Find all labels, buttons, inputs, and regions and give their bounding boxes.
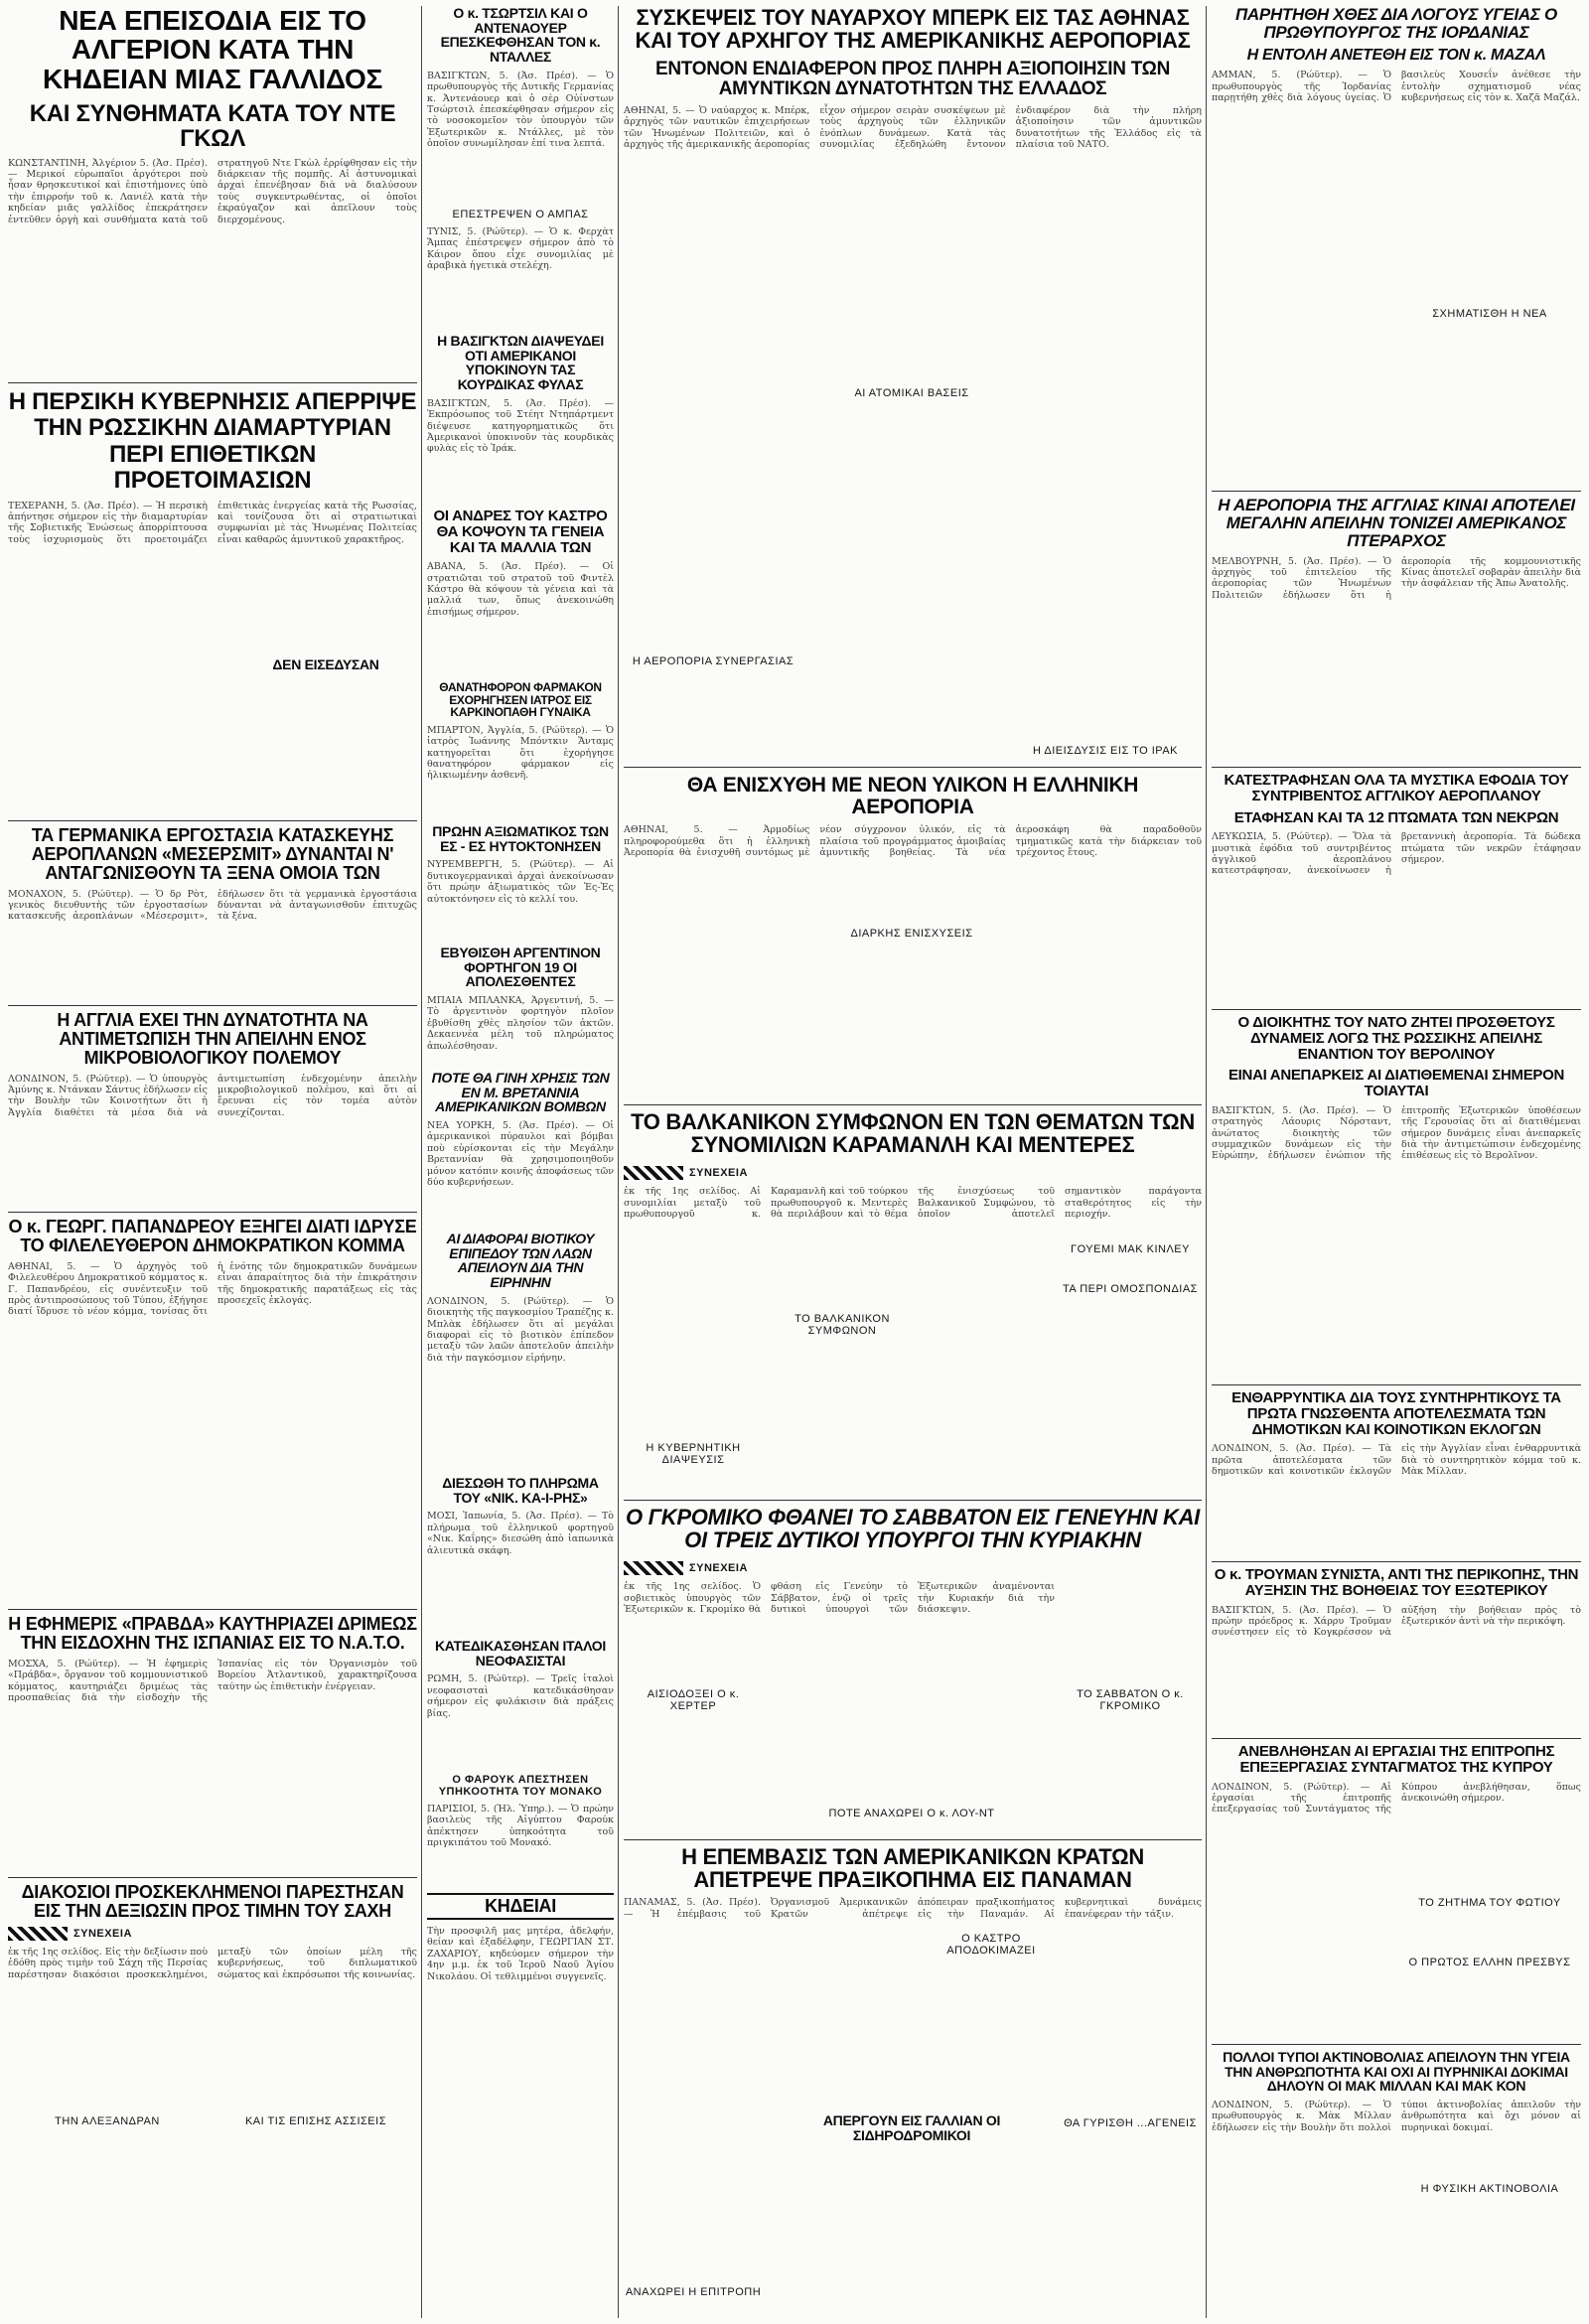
section-title-radio: Η ΦΥΣΙΚΗ ΑΚΤΙΝΟΒΟΛΙΑ	[1420, 2183, 1559, 2195]
continued-label-sachs: ΣΥΝΕΧΕΙΑ	[8, 1927, 417, 1941]
article-body-balkan: ἐκ τῆς 1ης σελίδος. Αἱ συνομιλίαι μεταξὺ τοῦ πρωθυπουργοῦ κ. Καραμανλῆ καὶ τοῦ τούρκου πρωθυπουργοῦ κ. Μεντερὲς θὰ περιλάβουν καὶ τὸ θέμα τῆς ἐνισχύσεως τοῦ Βαλκανικοῦ Συμφώνου, τὸ ὁποῖον ἀποτελεῖ σημαντικὸν παράγοντα σταθερότητος εἰς τὴν περιοχήν.	[624, 1186, 1202, 1220]
article-body-algeria: ΚΩΝΣΤΑΝΤΙΝΗ, Ἀλγέριον 5. (Ἀσ. Πρέσ). — Μερικοί εὐρωπαῖοι ἀργότεροι ποὺ ἦσαν θρησκευτικοί καὶ ἐπιστήμονες ὑπὸ τὴν ἐπιρροήν τοῦ κ. Λανιέλ κατὰ τὴν κηδείαν μιᾶς γαλλίδος ἐπεκράτησεν ἐντεῦθεν ὀργὴ καὶ συνθήματα κατὰ τοῦ στρατηγοῦ Ντε Γκὼλ ἐρρίφθησαν εἰς τὴν διάρκειαν τῆς πομπῆς. Αἱ ἀστυνομικαὶ ἀρχαὶ ἐπενέβησαν διὰ νὰ διαλύσουν τοὺς συγκεντρωθέντας, οἱ ὁποῖοι ἐκραύγαζον καὶ ἀπεῖλουν τοὺς διερχομένους.	[8, 157, 417, 225]
article-body-tsorts: ΒΑΣΙΓΚΤΩΝ, 5. (Ἀσ. Πρέσ). — Ὁ πρωθυπουργὸς τῆς Δυτικῆς Γερμανίας κ. Ἀντενάουερ καὶ ὁ σὲρ Οὐίνστων Τσώρτσιλ ἐπεσκέφθησαν σήμερον εἰς τὸ νοσοκομεῖον τὸν ὑπουργὸν τῶν Ἐξωτερικῶν κ. Ντάλλες, μὲ τὸν ὁποῖον συνωμίλησαν ἐπί τινα λεπτά.	[427, 70, 614, 150]
column-rule	[618, 6, 619, 2318]
subheadline-nato: ΕΙΝΑΙ ΑΝΕΠΑΡΚΕΙΣ ΑΙ ΔΙΑΤΙΘΕΜΕΝΑΙ ΣΗΜΕΡΟΝ ΤΟΙΑΥΤΑΙ	[1228, 1067, 1565, 1099]
continued-marker-icon	[8, 1927, 68, 1941]
headline-microbio: Η ΑΓΓΛΙΑ ΕΧΕΙ ΤΗΝ ΔΥΝΑΤΟΤΗΤΑ ΝΑ ΑΝΤΙΜΕΤΩΠΙΣΗ ΤΗΝ ΑΠΕΙΛΗΝ ΕΝΟΣ ΜΙΚΡΟΒΙΟΛΟΓΙΚΟΥ ΠΟΛΕΜΟΥ	[57, 1010, 368, 1068]
article-body-crash: ΛΕΥΚΩΣΙΑ, 5. (Ρώϋτερ). — Ὅλα τὰ μυστικὰ ἐφόδια τοῦ συντριβέντος ἀγγλικοῦ ἀεροπλάνου κατεστράφησαν, ἀνεκοίνωσεν ἡ βρεταννικὴ ἀεροπορία. Τὰ δώδεκα πτώματα τῶν νεκρῶν ἐτάφησαν σήμερον.	[1212, 831, 1581, 877]
article-pravda	[8, 1615, 417, 1875]
article-jordan	[1212, 6, 1581, 489]
section-title-gromyko-3: ΠΟΤΕ ΑΝΑΧΩΡΕΙ Ο κ. ΛΟΥ-ΝΤ	[828, 1808, 995, 1819]
headline-nickalis: ΔΙΕΣΩΘΗ ΤΟ ΠΛΗΡΩΜΑ ΤΟΥ «ΝΙΚ. ΚΑ-Ι-ΡΗΣ»	[442, 1475, 599, 1506]
article-body-navarch: ΑΘΗΝΑΙ, 5. — Ὁ ναύαρχος κ. Μπέρκ, ἀρχηγὸς τῶν ναυτικῶν ἐπιχειρήσεων τῶν Ἡνωμένων Πολιτειῶν, καὶ ὁ ἀρχηγὸς τῆς ἀμερικανικῆς ἀεροπορίας εἶχον σήμερον σειρὰν συσκέψεων μὲ τοὺς ἀρχηγοὺς τῶν ἑλληνικῶν ἐνόπλων δυνάμεων. Κατὰ τὰς συνομιλίας ἐξεδηλώθη ἔντονον ἐνδιαφέρον διὰ τὴν πλήρη ἀξιοποίησιν τῶν ἀμυντικῶν δυνατοτήτων τῆς Ἑλλάδος εἰς τὰ πλαίσια τοῦ ΝΑΤΟ.	[624, 105, 1202, 151]
article-body-jordan: ΑΜΜΑΝ, 5. (Ρώϋτερ). — Ὁ πρωθυπουργὸς τῆς Ἰορδανίας παρῃτήθη χθὲς διὰ λόγους ὑγείας. Ὁ βασιλεὺς Χουσεΐν ἀνέθεσε τὴν ἐντολὴν σχηματισμοῦ νέας κυβερνήσεως εἰς τὸν κ. Χαζᾶ Μαζάλ.	[1212, 70, 1581, 104]
headline-crash: ΚΑΤΕΣΤΡΑΦΗΣΑΝ ΟΛΑ ΤΑ ΜΥΣΤΙΚΑ ΕΦΟΔΙΑ ΤΟΥ ΣΥΝΤΡΙΒΕΝΤΟΣ ΑΓΓΛΙΚΟΥ ΑΕΡΟΠΛΑΝΟΥ	[1224, 772, 1569, 804]
article-body-sachs: ἐκ τῆς 1ης σελίδος. Εἰς τὴν δεξίωσιν ποὺ ἐδόθη πρὸς τιμὴν τοῦ Σάχη τῆς Περσίας παρέστησαν διακόσιοι προσκεκλημένοι, μεταξὺ τῶν ὁποίων μέλη τῆς κυβερνήσεως, τοῦ διπλωματικοῦ σώματος καὶ ἐκπρόσωποι τῆς κοινωνίας.	[8, 1946, 417, 1980]
article-persia	[8, 389, 417, 816]
article-elections	[1212, 1390, 1581, 1559]
divider	[624, 1104, 1202, 1105]
subheadline-navarch: ΕΝΤΟΝΟΝ ΕΝΔΙΑΦΕΡΟΝ ΠΡΟΣ ΠΛΗΡΗ ΑΞΙΟΠΟΙΗΣΙΝ ΤΩΝ ΑΜΥΝΤΙΚΩΝ ΔΥΝΑΤΟΤΗΤΩΝ ΤΗΣ ΕΛΛΑΔΟΣ	[654, 59, 1171, 100]
headline-balkan: ΤΟ ΒΑΛΚΑΝΙΚΟΝ ΣΥΜΦΩΝΟΝ ΕΝ ΤΩΝ ΘΕΜΑΤΩΝ ΤΩΝ ΣΥΝΟΜΙΛΙΩΝ ΚΑΡΑΜΑΝΛΗ ΚΑΙ ΜΕΝΤΕΡΕΣ	[631, 1109, 1195, 1158]
headline-bombs: ΠΟΤΕ ΘΑ ΓΙΝΗ ΧΡΗΣΙΣ ΤΩΝ ΕΝ Μ. ΒΡΕΤΑΝΝΙΑ ΑΜΕΡΙΚΑΝΙΚΩΝ ΒΟΜΒΩΝ	[431, 1070, 610, 1115]
article-body-nato: ΒΑΣΙΓΚΤΩΝ, 5. (Ἀσ. Πρέσ). — Ὁ στρατηγὸς Λάουρις Νόρσταντ, ἀνώτατος διοικητὴς τῶν συμμαχικῶν δυνάμεων εἰς τὴν Εὐρώπην, ἐδήλωσεν ἐνώπιον τῆς ἐπιτροπῆς Ἐξωτερικῶν ὑποθέσεων τῆς Γερουσίας ὅτι αἱ διατιθέμεναι σήμερον δυνάμεις εἶναι ἀνεπαρκεῖς διὰ τὴν ἀντιμετώπισιν ἐνδεχομένης ἐπιθέσεως εἰς τὸ Βερολῖνον.	[1212, 1104, 1581, 1162]
article-body-abdan: ΤΥΝΙΣ, 5. (Ρώϋτερ). — Ὁ κ. Φερχὰτ Ἄμπας ἐπέστρεψεν σήμερον ἀπὸ τὸ Κάιρον ὅπου εἶχε συνομιλίας μὲ ἀραβικὰ ἡγετικὰ στελέχη.	[427, 226, 614, 272]
headline-radio: ΠΟΛΛΟΙ ΤΥΠΟΙ ΑΚΤΙΝΟΒΟΛΙΑΣ ΑΠΕΙΛΟΥΝ ΤΗΝ ΥΓΕΙΑ ΤΗΝ ΑΝΘΡΩΠΟΤΗΤΑ ΚΑΙ ΟΧΙ ΑΙ ΠΥΡΗΝΙΚΑΙ ΔΟΚΙΜΑΙ ΔΗΛΟΥΝ ΟΙ ΜΑΚ ΜΙΛΛΑΝ ΚΑΙ ΜΑΚ ΚΟΝ	[1223, 2049, 1570, 2095]
headline-ss: ΠΡΩΗΝ ΑΞΙΩΜΑΤΙΚΟΣ ΤΩΝ ΕΣ - ΕΣ ΗΥΤΟΚΤΟΝΗΣΕΝ	[432, 823, 609, 854]
section-title-sachs-2: ΚΑΙ ΤΙΣ ΕΠΙΣΗΣ ΑΣΣΙΣΕΙΣ	[244, 2115, 387, 2127]
divider	[8, 820, 417, 821]
article-nato	[1212, 1015, 1581, 1382]
headline-abdan: ΕΠΕΣΤΡΕΨΕΝ Ο ΑΜΠΑΣ	[452, 209, 589, 220]
article-cyprus	[1212, 1744, 1581, 2042]
divider	[624, 1500, 1202, 1501]
headline-cyprus: ΑΝΕΒΛΗΘΗΣΑΝ ΑΙ ΕΡΓΑΣΙΑΙ ΤΗΣ ΕΠΙΤΡΟΠΗΣ ΕΠΕΞΕΡΓΑΣΙΑΣ ΣΥΝΤΑΓΜΑΤΟΣ ΤΗΣ ΚΥΠΡΟΥ	[1237, 1743, 1555, 1776]
section-title-jordan: ΣΧΗΜΑΤΙΣΘΗ Η ΝΕΑ	[1432, 308, 1547, 320]
section-title-persia: ΔΕΝ ΕΙΣΕΔΥΣΑΝ	[272, 656, 379, 672]
continued-marker-icon	[624, 1166, 683, 1180]
column-rule	[1206, 6, 1207, 2318]
headline-nato: Ο ΔΙΟΙΚΗΤΗΣ ΤΟΥ ΝΑΤΟ ΖΗΤΕΙ ΠΡΟΣΘΕΤΟΥΣ ΔΥΝΑΜΕΙΣ ΛΟΓΩ ΤΗΣ ΡΩΣΣΙΚΗΣ ΑΠΕΙΛΗΣ ΕΝΑΝΤΙΟΝ ΤΟΥ ΒΕΡΟΛΙΝΟΥ	[1237, 1014, 1555, 1063]
section-title-balkan-2: Η ΚΥΒΕΡΝΗΤΙΚΗ ΔΙΑΨΕΥΣΙΣ	[646, 1442, 741, 1466]
article-panama	[624, 1845, 1202, 2318]
headline-castro: ΟΙ ΑΝΔΡΕΣ ΤΟΥ ΚΑΣΤΡΟ ΘΑ ΚΟΨΟΥΝ ΤΑ ΓΕΝΕΙΑ ΚΑΙ ΤΑ ΜΑΛΛΙΑ ΤΩΝ	[433, 508, 608, 556]
article-body-castro: ΑΒΑΝΑ, 5. (Ἀσ. Πρέσ). — Οἱ στρατιῶται τοῦ στρατοῦ τοῦ Φιντὲλ Κάστρο θὰ κόψουν τὰ γένεια καὶ τὰ μαλλιά των, ὅπως ἀνεκοινώθη ἐπισήμως σήμερον.	[427, 561, 614, 618]
article-balkan	[624, 1110, 1202, 1498]
article-truman	[1212, 1567, 1581, 1736]
headline-truman: Ο κ. ΤΡΟΥΜΑΝ ΣΥΝΙΣΤΑ, ΑΝΤΙ ΤΗΣ ΠΕΡΙΚΟΠΗΣ, ΤΗΝ ΑΥΞΗΣΙΝ ΤΗΣ ΒΟΗΘΕΙΑΣ ΤΟΥ ΕΞΩΤΕΡΙΚΟΥ	[1214, 1566, 1579, 1599]
divider	[624, 1839, 1202, 1840]
headline-airthreat: Η ΑΕΡΟΠΟΡΙΑ ΤΗΣ ΑΓΓΛΙΑΣ ΚΙΝΑΙ ΑΠΟΤΕΛΕΙ ΜΕΓΑΛΗΝ ΑΠΕΙΛΗΝ ΤΟΝΙΖΕΙ ΑΜΕΡΙΚΑΝΟΣ ΠΤΕΡΑΡΧΟΣ	[1218, 496, 1575, 550]
section-title-balkan-4: ΤΑ ΠΕΡΙ ΟΜΟΣΠΟΝΔΙΑΣ	[1063, 1283, 1198, 1295]
section-title-panama-1: Ο ΚΑΣΤΡΟ ΑΠΟΔΟΚΙΜΑΖΕΙ	[946, 1933, 1036, 1957]
article-body-microbio: ΛΟΝΔΙΝΟΝ, 5. (Ρώϋτερ). — Ὁ ὑπουργὸς Ἀμύνης κ. Ντάνκαν Σάντυς ἐδήλωσεν εἰς τὴν Βουλὴν τῶν Κοινοτήτων ὅτι ἡ Ἀγγλία διαθέτει τὰ μέσα διὰ νὰ ἀντιμετωπίση ἐνδεχομένην ἀπειλὴν μικροβιολογικοῦ πολέμου, καὶ ὅτι αἱ ἔρευναι εἰς τὸν τομέα αὐτὸν συνεχίζονται.	[8, 1073, 417, 1118]
subheadline-crash: ΕΤΑΦΗΣΑΝ ΚΑΙ ΤΑ 12 ΠΤΩΜΑΤΑ ΤΩΝ ΝΕΚΡΩΝ	[1233, 808, 1559, 826]
divider	[1212, 491, 1581, 492]
divider	[1212, 2044, 1581, 2045]
divider	[8, 1609, 417, 1610]
section-title-panama-3: ΑΝΑΧΩΡΕΙ Η ΕΠΙΤΡΟΠΗ	[625, 2286, 762, 2298]
article-tsorts	[427, 6, 614, 205]
article-kurds	[427, 334, 614, 505]
article-body-nickalis: ΜΟΣΙ, Ἰαπωνία, 5. (Ἀσ. Πρέσ). — Τὸ πλήρωμα τοῦ ἑλληνικοῦ φορτηγοῦ «Νικ. Καΐρης» διεσώθη ἀπὸ ἰαπωνικὰ ἁλιευτικὰ σκάφη.	[427, 1511, 614, 1556]
article-body-elections: ΛΟΝΔΙΝΟΝ, 5. (Ἀσ. Πρέσ). — Τὰ πρῶτα ἀποτελέσματα τῶν δημοτικῶν καὶ κοινοτικῶν ἐκλογῶν εἰς τὴν Ἀγγλίαν εἶναι ἐνθαρρυντικὰ διὰ τὸ συντηρητικὸν κόμμα τοῦ κ. Μὰκ Μίλλαν.	[1212, 1443, 1581, 1478]
article-microbio	[8, 1011, 417, 1210]
article-body-italians: ΡΩΜΗ, 5. (Ρώϋτερ). — Τρεῖς ἰταλοὶ νεοφασισταὶ κατεδικάσθησαν σήμερον εἰς φυλάκισιν διὰ πράξεις βίας.	[427, 1673, 614, 1719]
article-funeral	[427, 1893, 614, 2111]
section-title-airforce: ΔΙΑΡΚΗΣ ΕΝΙΣΧΥΣΕΙΣ	[850, 928, 973, 940]
article-nickalis	[427, 1476, 614, 1635]
article-body-truman: ΒΑΣΙΓΚΤΩΝ, 5. (Ἀσ. Πρέσ). — Ὁ πρώην πρόεδρος κ. Χάρρυ Τροῦμαν συνέστησεν εἰς τὸ Κογκρέσσον νὰ αὐξήση τὴν βοήθειαν πρὸς τὸ ἐξωτερικόν ἀντὶ νὰ τὴν περικόψη.	[1212, 1604, 1581, 1639]
section-title-balkan-3: ΓΟΥΕΜΙ ΜΑΚ ΚΙΝΛΕΥ	[1071, 1243, 1190, 1255]
article-papandreou	[8, 1218, 417, 1605]
headline-farouk: Ο ΦΑΡΟΥΚ ΑΠΕΣΤΗΣΕΝ ΥΠΗΚΟΟΤΗΤΑ ΤΟΥ ΜΟΝΑΚΟ	[438, 1774, 603, 1798]
article-body-ss: ΝΥΡΕΜΒΕΡΓΗ, 5. (Ρώϋτερ). — Αἱ δυτικογερμανικαὶ ἀρχαὶ ἀνεκοίνωσαν ὅτι πρώην ἀξιωματικὸς τῶν Ἐς-Ἐς αὐτοκτόνησεν εἰς τὸ κελλί του.	[427, 859, 614, 905]
article-italians	[427, 1639, 614, 1768]
article-body-biotic: ΛΟΝΔΙΝΟΝ, 5. (Ρώϋτερ). — Ὁ διοικητὴς τῆς παγκοσμίου Τραπέζης κ. Μπλὰκ ἐδήλωσεν ὅτι αἱ μεγάλαι διαφοραὶ εἰς τὸ βιοτικὸν ἐπίπεδον μεταξὺ τῶν λαῶν ἀποτελοῦν ἀπειλὴν διὰ τὴν παγκόσμιον εἰρήνην.	[427, 1295, 614, 1364]
section-title-balkan-1: ΤΟ ΒΑΛΚΑΝΙΚΟΝ ΣΥΜΦΩΝΟΝ	[794, 1313, 890, 1337]
divider	[1212, 1738, 1581, 1739]
headline-poison: ΘΑΝΑΤΗΦΟΡΟΝ ΦΑΡΜΑΚΟΝ ΕΧΟΡΗΓΗΣΕΝ ΙΑΤΡΟΣ ΕΙΣ ΚΑΡΚΙΝΟΠΑΘΗ ΓΥΝΑΙΚΑ	[439, 680, 602, 720]
article-farouk	[427, 1770, 614, 1889]
subheadline-jordan: Η ΕΝΤΟΛΗ ΑΝΕΤΕΘΗ ΕΙΣ ΤΟΝ κ. ΜΑΖΑΛ	[1246, 46, 1546, 64]
article-body-airforce: ΑΘΗΝΑΙ, 5. — Ἀρμοδίως πληροφορούμεθα ὅτι ἡ ἑλληνικὴ Ἀεροπορία θὰ ἐνισχυθῆ συντόμως μὲ νέον σύγχρονον ὑλικόν, εἰς τὰ πλαίσια τοῦ προγράμματος ἀμοιβαίας ἀμυντικῆς βοηθείας. Τὰ νέα ἀεροσκάφη θὰ παραδοθοῦν τμηματικῶς κατὰ τὴν διάρκειαν τοῦ τρέχοντος ἔτους.	[624, 824, 1202, 858]
headline-sachs: ΔΙΑΚΟΣΙΟΙ ΠΡΟΣΚΕΚΛΗΜΕΝΟΙ ΠΑΡΕΣΤΗΣΑΝ ΕΙΣ ΤΗΝ ΔΕΞΙΩΣΙΝ ΠΡΟΣ ΤΙΜΗΝ ΤΟΥ ΣΑΧΗ	[21, 1882, 404, 1921]
article-body-pravda: ΜΟΣΧΑ, 5. (Ρώϋτερ). — Ἡ ἐφημερὶς «Πράβδα», ὄργανον τοῦ κομμουνιστικοῦ κόμματος, καυτηριάζει δριμέως τὰς προσπαθείας διὰ τὴν εἰσδοχὴν τῆς Ἰσπανίας εἰς τὸν Ὀργανισμὸν τοῦ Βορείου Ἀτλαντικοῦ, χαρακτηρίζουσα ταύτην ὡς ἐπιθετικὴν ἐνέργειαν.	[8, 1658, 417, 1703]
headline-pravda: Η ΕΦΗΜΕΡΙΣ «ΠΡΑΒΔΑ» ΚΑΥΤΗΡΙΑΖΕΙ ΔΡΙΜΕΩΣ ΤΗΝ ΕΙΣΔΟΧΗΝ ΤΗΣ ΙΣΠΑΝΙΑΣ ΕΙΣ ΤΟ Ν.Α.Τ.Ο.	[8, 1614, 417, 1653]
headline-airforce: ΘΑ ΕΝΙΣΧΥΘΗ ΜΕ ΝΕΟΝ ΥΛΙΚΟΝ Η ΕΛΛΗΝΙΚΗ ΑΕΡΟΠΟΡΙΑ	[686, 774, 1139, 819]
headline-italians: ΚΑΤΕΔΙΚΑΣΘΗΣΑΝ ΙΤΑΛΟΙ ΝΕΟΦΑΣΙΣΤΑΙ	[435, 1638, 606, 1669]
article-body-argentina: ΜΠΑΙΑ ΜΠΛΑΝΚΑ, Ἀργεντινή, 5. — Τὸ ἀργεντινὸν φορτηγὸν πλοῖον ἐβυθίσθη χθὲς πλησίον τῶν ἀκτῶν. Δεκαεννέα μέλη τοῦ πληρώματος ἀπωλέσθησαν.	[427, 995, 614, 1052]
section-title-panama-2: ΑΠΕΡΓΟΥΝ ΕΙΣ ΓΑΛΛΙΑΝ ΟΙ ΣΙΔΗΡΟΔΡΟΜΙΚΟΙ	[822, 2112, 1001, 2143]
headline-tsorts: Ο κ. ΤΣΩΡΤΣΙΛ ΚΑΙ Ο ΑΝΤΕΝΑΟΥΕΡ ΕΠΕΣΚΕΦΘΗΣΑΝ ΤΟΝ κ. ΝΤΑΛΛΕΣ	[440, 5, 601, 66]
section-title-navarch-4: Η ΔΙΕΙΣΔΥΣΙΣ ΕΙΣ ΤΟ ΙΡΑΚ	[1032, 745, 1178, 757]
divider	[1212, 1009, 1581, 1010]
continued-label-gromyko: ΣΥΝΕΧΕΙΑ	[624, 1561, 1202, 1575]
article-airforce	[624, 775, 1202, 1102]
divider	[1212, 767, 1581, 768]
divider	[8, 382, 417, 383]
article-body-gromyko: ἐκ τῆς 1ης σελίδος. Ὁ σοβιετικὸς ὑπουργὸς τῶν Ἐξωτερικῶν κ. Γκρομίκο θὰ φθάση εἰς Γενεύην τὸ Σάββατον, ἐνῷ οἱ τρεῖς δυτικοὶ ὑπουργοὶ τῶν Ἐξωτερικῶν ἀναμένονται τὴν Κυριακήν διὰ τὴν διάσκεψιν.	[624, 1581, 1055, 1615]
article-body-kurds: ΒΑΣΙΓΚΤΩΝ, 5. (Ἀσ. Πρέσ). — Ἐκπρόσωπος τοῦ Στέητ Ντηπάρτμεντ διέψευσε κατηγορηματικῶς ὅτι Ἀμερικανοὶ ὑποκινοῦν τὰς κουρδικὰς φυλὰς εἰς τὸ Ἰράκ.	[427, 397, 614, 455]
section-title-cyprus-1: ΤΟ ΖΗΤΗΜΑ ΤΟΥ ΦΩΤΙΟΥ	[1418, 1897, 1561, 1909]
headline-algeria: ΝΕΑ ΕΠΕΙΣΟΔΙΑ ΕΙΣ ΤΟ ΑΛΓΕΡΙΟΝ ΚΑΤΑ ΤΗΝ ΚΗΔΕΙΑΝ ΜΙΑΣ ΓΑΛΛΙΔΟΣ	[43, 5, 382, 94]
article-body-poison: ΜΠΑΡΤΟΝ, Ἀγγλία, 5. (Ρώϋτερ). — Ὁ ἰατρὸς Ἰωάννης Μπόντκιν Ἄνταμς κατηγορεῖται ὅτι ἐχορήγησε θανατηφόρον φάρμακον εἰς ἡλικιωμένην ἀσθενῆ.	[427, 724, 614, 782]
headline-messerschmitt: ΤΑ ΓΕΡΜΑΝΙΚΑ ΕΡΓΟΣΤΑΣΙΑ ΚΑΤΑΣΚΕΥΗΣ ΑΕΡΟΠΛΑΝΩΝ «ΜΕΣΕΡΣΜΙΤ» ΔΥΝΑΝΤΑΙ Ν' ΑΝΤΑΓΩΝΙΣΘΟΥΝ ΤΑ ΞΕΝΑ ΟΜΟΙΑ ΤΩΝ	[31, 825, 394, 883]
continued-marker-icon	[624, 1561, 683, 1575]
headline-jordan: ΠΑΡΗΤΗΘΗ ΧΘΕΣ ΔΙΑ ΛΟΓΟΥΣ ΥΓΕΙΑΣ Ο ΠΡΩΘΥΠΟΥΡΓΟΣ ΤΗΣ ΙΟΡΔΑΝΙΑΣ	[1235, 5, 1557, 42]
article-body-persia: ΤΕΧΕΡΑΝΗ, 5. (Ἀσ. Πρέσ). — Ἡ περσικὴ ἀπήντησε σήμερον εἰς τὴν διαμαρτυρίαν τῆς Σοβιετικῆς Ἑνώσεως ἀπορρίπτουσα τοὺς ἰσχυρισμοὺς ὅτι προετοιμάζει ἐπιθετικὰς ἐνεργείας κατὰ τῆς Ρωσσίας, καὶ τονίζουσα ὅτι αἱ στρατιωτικαὶ συμφωνίαι μὲ τὰς Ἡνωμένας Πολιτείας εἶναι καθαρῶς ἀμυντικοῦ χαρακτῆρος.	[8, 500, 417, 545]
article-body-farouk: ΠΑΡΙΣΙΟΙ, 5. (Ἡλ. Ὑπηρ.). — Ὁ πρώην βασιλεὺς τῆς Αἰγύπτου Φαρούκ ἀπέκτησεν ὑπηκοότητα τοῦ πριγκιπάτου τοῦ Μονακό.	[427, 1804, 614, 1849]
divider	[624, 767, 1202, 768]
article-airthreat	[1212, 497, 1581, 765]
article-ss	[427, 824, 614, 944]
headline-panama: Η ΕΠΕΜΒΑΣΙΣ ΤΩΝ ΑΜΕΡΙΚΑΝΙΚΩΝ ΚΡΑΤΩΝ ΑΠΕΤΡΕΨΕ ΠΡΑΞΙΚΟΠΗΜΑ ΕΙΣ ΠΑΝΑΜΑΝ	[681, 1844, 1144, 1893]
section-title-sachs-1: ΤΗΝ ΑΛΕΞΑΝΔΡΑΝ	[55, 2115, 160, 2127]
article-gromyko	[624, 1506, 1202, 1837]
article-argentina	[427, 945, 614, 1067]
divider	[8, 1877, 417, 1878]
article-bombs	[427, 1071, 614, 1230]
headline-argentina: ΕΒΥΘΙΣΘΗ ΑΡΓΕΝΤΙΝΟΝ ΦΟΡΤΗΓΟΝ 19 ΟΙ ΑΠΟΛΕΣΘΕΝΤΕΣ	[440, 944, 601, 990]
section-title-navarch-3: Η ΑΕΡΟΠΟΡΙΑ ΣΥΝΕΡΓΑΣΙΑΣ	[632, 655, 794, 667]
section-title-gromyko-1: ΑΙΣΙΟΔΟΞΕΙ Ο κ. ΧΕΡΤΕΡ	[647, 1688, 740, 1712]
article-messerschmitt	[8, 826, 417, 1003]
article-poison	[427, 681, 614, 820]
headline-biotic: ΑΙ ΔΙΑΦΟΡΑΙ ΒΙΟΤΙΚΟΥ ΕΠΙΠΕΔΟΥ ΤΩΝ ΛΑΩΝ ΑΠΕΙΛΟΥΝ ΔΙΑ ΤΗΝ ΕΙΡΗΝΗΝ	[446, 1231, 595, 1291]
subheadline-algeria: ΚΑΙ ΣΥΝΘΗΜΑΤΑ ΚΑΤΑ ΤΟΥ ΝΤΕ ΓΚΩΛ	[29, 100, 396, 153]
headline-kurds: Η ΒΑΣΙΓΚΤΩΝ ΔΙΑΨΕΥΔΕΙ ΟΤΙ ΑΜΕΡΙΚΑΝΟΙ ΥΠΟΚΙΝΟΥΝ ΤΑΣ ΚΟΥΡΔΙΚΑΣ ΦΥΛΑΣ	[437, 333, 604, 393]
divider	[1212, 1561, 1581, 1562]
headline-elections: ΕΝΘΑΡΡΥΝΤΙΚΑ ΔΙΑ ΤΟΥΣ ΣΥΝΤΗΡΗΤΙΚΟΥΣ ΤΑ ΠΡΩΤΑ ΓΝΩΣΘΕΝΤΑ ΑΠΟΤΕΛΕΣΜΑΤΑ ΤΩΝ ΔΗΜΟΤΙΚΩΝ ΚΑΙ ΚΟΙΝΟΤΙΚΩΝ ΕΚΛΟΓΩΝ	[1231, 1389, 1561, 1438]
section-title-cyprus-2: Ο ΠΡΩΤΟΣ ΕΛΛΗΝ ΠΡΕΣΒΥΣ	[1408, 1957, 1571, 1968]
article-body-messerschmitt: ΜΟΝΑΧΟΝ, 5. (Ρώϋτερ). — Ὁ δρ Ρὸτ, γενικὸς διευθυντὴς τῶν ἐργοστασίων κατασκευῆς ἀεροπλάνων «Μέσερσμιτ», ἐδήλωσεν ὅτι τὰ γερμανικὰ ἐργοστάσια δύνανται νὰ ἀνταγωνισθοῦν ἐπιτυχῶς τὰ ξένα.	[8, 888, 417, 923]
headline-persia: Η ΠΕΡΣΙΚΗ ΚΥΒΕΡΝΗΣΙΣ ΑΠΕΡΡΙΨΕ ΤΗΝ ΡΩΣΣΙΚΗΝ ΔΙΑΜΑΡΤΥΡΙΑΝ ΠΕΡΙ ΕΠΙΘΕΤΙΚΩΝ ΠΡΟΕΤΟΙΜΑΣΙΩΝ	[8, 388, 417, 495]
article-sachs	[8, 1883, 417, 2318]
article-body-bombs: ΝΕΑ ΥΟΡΚΗ, 5. (Ἀσ. Πρέσ). — Οἱ ἀμερικανικοὶ πύραυλοι καὶ βόμβαι ποὺ εὑρίσκονται εἰς τὴν Μεγάλην Βρεταννίαν θὰ χρησιμοποιηθοῦν μόνον κατόπιν κοινῆς ἀποφάσεως τῶν δύο κυβερνήσεων.	[427, 1120, 614, 1189]
divider	[8, 1005, 417, 1006]
section-title-gromyko-2: ΤΟ ΣΑΒΒΑΤΟΝ Ο κ. ΓΚΡΟΜΙΚΟ	[1077, 1688, 1184, 1712]
continued-label-balkan: ΣΥΝΕΧΕΙΑ	[624, 1166, 1202, 1180]
article-body-funeral: Τὴν προσφιλῆ μας μητέρα, ἀδελφήν, θείαν καὶ ἐξαδέλφην, ΓΕΩΡΓΙΑΝ ΣΤ. ΖΑΧΑΡΙΟΥ, κηδεύομεν σήμερον τὴν 4ην μ.μ. ἐκ τοῦ Ἱεροῦ Ναοῦ Ἁγίου Νικολάου. Οἱ τεθλιμμένοι συγγενεῖς.	[427, 1925, 614, 1982]
column-rule	[421, 6, 422, 2318]
article-body-airthreat: ΜΕΛΒΟΥΡΝΗ, 5. (Ἀσ. Πρέσ). — Ὁ ἀρχηγὸς τοῦ ἐπιτελείου τῆς ἀεροπορίας τῶν Ἡνωμένων Πολιτειῶν ἐδήλωσεν ὅτι ἡ ἀεροπορία τῆς κομμουνιστικῆς Κίνας ἀποτελεῖ σοβαρὰν ἀπειλὴν διὰ τὴν ἀσφάλειαν τῆς Ἀπω Ἀνατολῆς.	[1212, 555, 1581, 601]
article-radio	[1212, 2050, 1581, 2318]
article-body-panama: ΠΑΝΑΜΑΣ, 5. (Ἀσ. Πρέσ). — Ἡ ἐπέμβασις τοῦ Ὀργανισμοῦ Ἀμερικανικῶν Κρατῶν ἀπέτρεψε ἀπόπειραν πραξικοπήματος εἰς τὴν Παναμάν. Αἱ κυβερνητικαὶ δυνάμεις ἐπανέφεραν τὴν τάξιν.	[624, 1897, 1202, 1920]
headline-papandreou: Ο κ. ΓΕΩΡΓ. ΠΑΠΑΝΔΡΕΟΥ ΕΞΗΓΕΙ ΔΙΑΤΙ ΙΔΡΥΣΕ ΤΟ ΦΙΛΕΛΕΥΘΕΡΟΝ ΔΗΜΟΚΡΑΤΙΚΟΝ ΚΟΜΜΑ	[8, 1217, 417, 1255]
article-body-papandreou: ΑΘΗΝΑΙ, 5. — Ὁ ἀρχηγὸς τοῦ Φιλελευθέρου Δημοκρατικοῦ κόμματος κ. Γ. Παπανδρέου, εἰς συνέντευξιν τοῦ πρὸς ἀντιπροσώπους τοῦ Τύπου, ἐξήγησε διατί ἵδρυσε τὸ νέον κόμμα, τονίσας ὅτι ἡ ἑνότης τῶν δημοκρατικῶν δυνάμεων εἶναι ἀπαραίτητος διὰ τὴν ἐπικράτησιν τῆς δημοκρατικῆς παρατάξεως εἰς τὰς προσεχεῖς ἐκλογάς.	[8, 1260, 417, 1318]
article-crash	[1212, 773, 1581, 1007]
divider	[8, 1212, 417, 1213]
article-abdan	[427, 205, 614, 324]
article-algeria	[8, 6, 417, 379]
headline-gromyko: Ο ΓΚΡΟΜΙΚΟ ΦΘΑΝΕΙ ΤΟ ΣΑΒΒΑΤΟΝ ΕΙΣ ΓΕΝΕΥΗΝ ΚΑΙ ΟΙ ΤΡΕΙΣ ΔΥΤΙΚΟΙ ΥΠΟΥΡΓΟΙ ΤΗΝ ΚΥΡΙΑΚΗΝ	[626, 1505, 1200, 1553]
article-biotic	[427, 1232, 614, 1472]
article-body-radio: ΛΟΝΔΙΝΟΝ, 5. (Ρώϋτερ). — Ὁ πρωθυπουργὸς κ. Μὰκ Μίλλαν ἐδήλωσεν εἰς τὴν Βουλὴν ὅτι πολλοὶ τύποι ἀκτινοβολίας ἀπειλοῦν τὴν ἀνθρωπότητα καὶ ὄχι μόνον αἱ πυρηνικαὶ δοκιμαί.	[1212, 2100, 1581, 2133]
article-castro	[427, 508, 614, 677]
headline-funeral: ΚΗΔΕΙΑΙ	[427, 1893, 614, 1920]
section-title-panama-4: ΘΑ ΓΥΡΙΣΘΗ ...ΑΓΕΝΕΙΣ	[1064, 2117, 1197, 2129]
headline-navarch: ΣΥΣΚΕΨΕΙΣ ΤΟΥ ΝΑΥΑΡΧΟΥ ΜΠΕΡΚ ΕΙΣ ΤΑΣ ΑΘΗΝΑΣ ΚΑΙ ΤΟΥ ΑΡΧΗΓΟΥ ΤΗΣ ΑΜΕΡΙΚΑΝΙΚΗΣ ΑΕΡΟΠΟΡΙΑΣ	[635, 5, 1191, 54]
section-title-navarch-1: ΑΙ ΑΤΟΜΙΚΑΙ ΒΑΣΕΙΣ	[854, 387, 969, 399]
divider	[1212, 1384, 1581, 1385]
article-body-cyprus: ΛΟΝΔΙΝΟΝ, 5. (Ρώϋτερ). — Αἱ ἐργασίαι τῆς ἐπιτροπῆς ἐπεξεργασίας τοῦ Συντάγματος τῆς Κύπρου ἀνεβλήθησαν, ὅπως ἀνεκοινώθη σήμερον.	[1212, 1781, 1581, 1816]
